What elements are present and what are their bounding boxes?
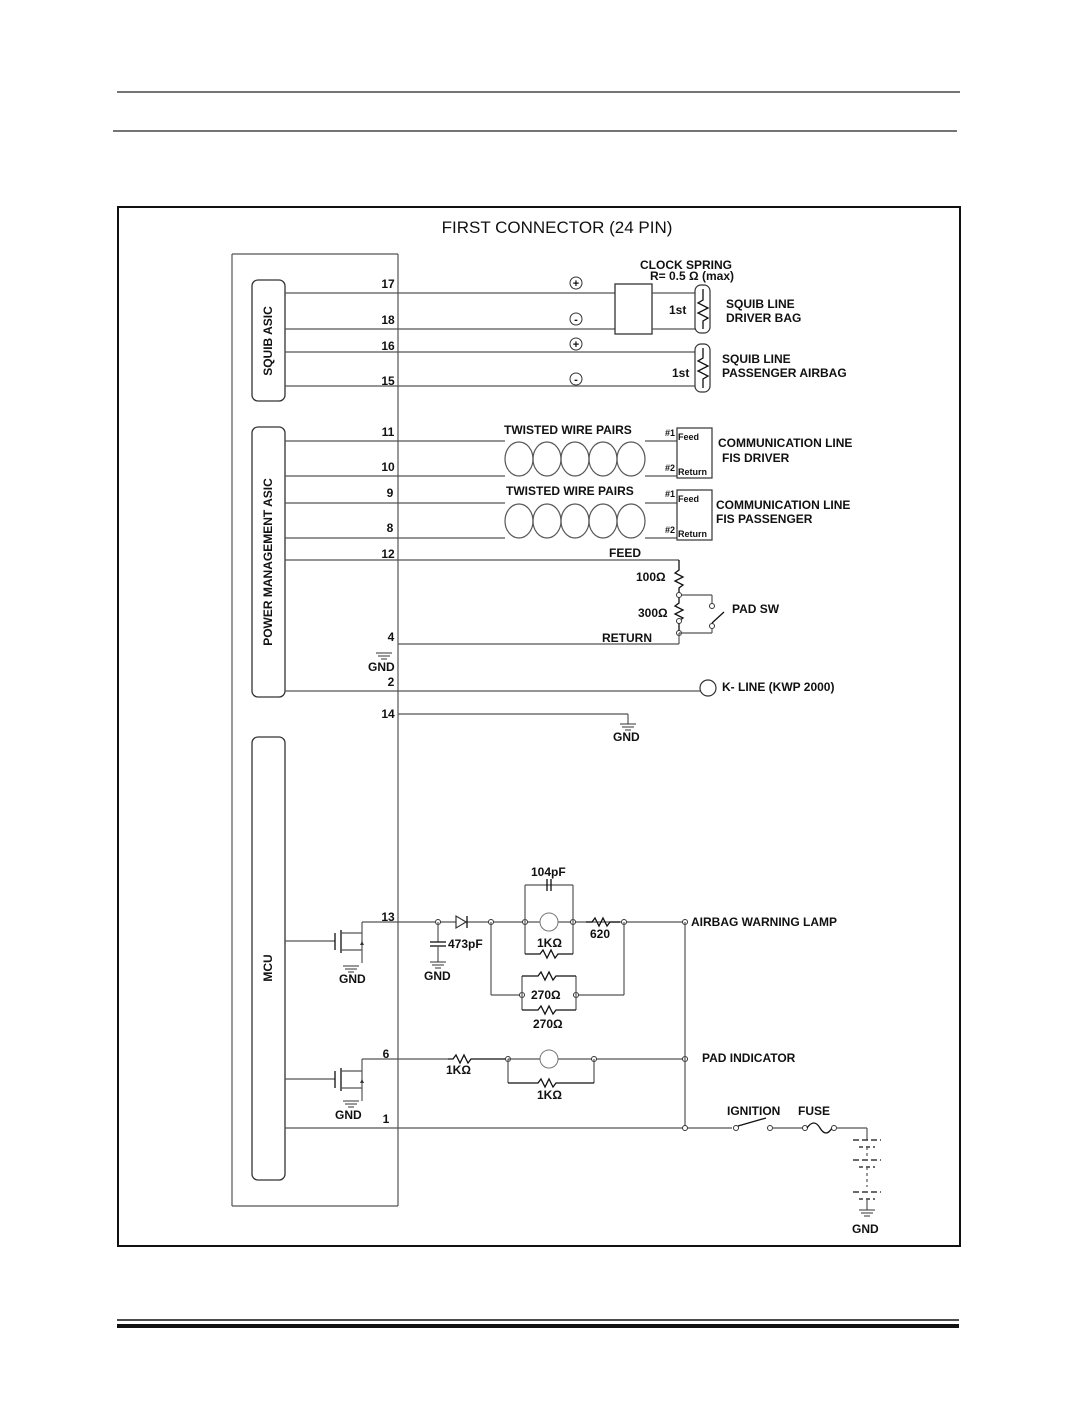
comm-wiring <box>285 428 712 540</box>
comm-driver-label-2: FIS DRIVER <box>722 451 790 465</box>
block-power-management-asic <box>252 427 285 697</box>
gnd-fet1-label: GND <box>339 972 366 986</box>
resistor-270-b <box>522 1006 576 1014</box>
return-driver: Return <box>678 467 707 477</box>
clock-spring-label: CLOCK SPRING <box>640 258 733 272</box>
block-power-management-asic-label: POWER MANAGEMENT ASIC <box>261 478 275 646</box>
pin-numbers <box>381 277 395 1126</box>
kline-label: K- LINE (KWP 2000) <box>722 680 835 694</box>
plus-17: + <box>572 278 580 290</box>
resistor-270-b-label: 270Ω <box>533 1017 563 1031</box>
twisted-pair-driver <box>505 442 645 476</box>
resistor-1k-b-label: 1KΩ <box>537 1088 562 1102</box>
gnd-c473-label: GND <box>424 969 451 983</box>
resistor-1k-b <box>508 1079 594 1087</box>
capacitor-104-label: 104pF <box>531 865 566 879</box>
squib-driver-label-1: SQUIB LINE <box>726 297 795 311</box>
resistor-100 <box>675 560 683 595</box>
resistor-100-label: 100Ω <box>636 570 666 584</box>
gnd-fet2-symbol <box>343 1101 359 1107</box>
pin-6: 6 <box>382 1047 390 1061</box>
airbag-lamp-label: AIRBAG WARNING LAMP <box>691 915 837 929</box>
led-airbag <box>540 913 558 931</box>
twisted-pair-passenger <box>505 504 645 538</box>
resistor-270-a-label: 270Ω <box>531 988 561 1002</box>
kline-terminal <box>700 680 716 696</box>
resistor-1k-a <box>525 950 573 958</box>
gnd-c473-symbol <box>430 962 446 968</box>
pad-sw-label: PAD SW <box>732 602 780 616</box>
pin-4: 4 <box>387 630 395 644</box>
gnd-pin14-label: GND <box>613 730 640 744</box>
hash2-driver: #2 <box>665 463 676 473</box>
squib-labels <box>640 258 847 380</box>
pin-18: 18 <box>381 313 395 327</box>
resistor-270-a <box>522 972 576 980</box>
pin-10: 10 <box>381 460 395 474</box>
battery-symbol <box>853 1128 881 1216</box>
pin-2: 2 <box>387 675 395 689</box>
diagram-title: FIRST CONNECTOR (24 PIN) <box>441 218 673 237</box>
comm-passenger-label-2: FIS PASSENGER <box>716 512 813 526</box>
hash2-passenger: #2 <box>665 525 676 535</box>
return-label: RETURN <box>602 631 652 645</box>
pin-15: 15 <box>381 374 395 388</box>
minus-18: - <box>574 314 578 326</box>
pad-sw-contact <box>712 612 724 623</box>
pin-9: 9 <box>386 486 394 500</box>
twisted-wire-label-2: TWISTED WIRE PAIRS <box>506 484 634 498</box>
pin-17: 17 <box>381 277 395 291</box>
clock-spring-box <box>615 284 652 334</box>
squib-wiring <box>285 284 710 392</box>
fuse-symbol <box>807 1123 832 1133</box>
pin-11: 11 <box>381 425 395 439</box>
resistor-300-label: 300Ω <box>638 606 668 620</box>
block-squib-asic-label: SQUIB ASIC <box>261 306 275 376</box>
pin-1: 1 <box>382 1112 390 1126</box>
pin-12: 12 <box>381 547 395 561</box>
hash1-driver: #1 <box>665 428 676 438</box>
comm-passenger-label-1: COMMUNICATION LINE <box>716 498 851 512</box>
gnd-fet2-label: GND <box>335 1108 362 1122</box>
pin-13: 13 <box>381 910 395 924</box>
pin-16: 16 <box>381 339 395 353</box>
clock-spring-resistance: R= 0.5 Ω (max) <box>650 269 735 283</box>
mcu-labels <box>335 865 879 1236</box>
block-mcu-label: MCU <box>261 954 275 982</box>
capacitor-473-label: 473pF <box>448 937 483 951</box>
diode <box>456 916 466 928</box>
block-squib-asic <box>252 280 285 401</box>
resistor-1k-c <box>448 1055 508 1063</box>
comm-driver-label-1: COMMUNICATION LINE <box>718 436 853 450</box>
pad-switch-wiring <box>285 560 724 730</box>
ignition-switch <box>738 1118 766 1126</box>
resistor-620-label: 620 <box>590 927 611 941</box>
mcu-wiring <box>285 879 881 1216</box>
squib-passenger-label-2: PASSENGER AIRBAG <box>722 366 847 380</box>
hash1-passenger: #1 <box>665 489 676 499</box>
block-mcu <box>252 737 285 1180</box>
first-stage-passenger: 1st <box>672 366 690 380</box>
twisted-wire-label-1: TWISTED WIRE PAIRS <box>504 423 632 437</box>
led-pad <box>540 1050 558 1068</box>
return-passenger: Return <box>678 529 707 539</box>
feed-driver: Feed <box>678 432 700 442</box>
feed-passenger: Feed <box>678 494 700 504</box>
pin-14: 14 <box>381 707 395 721</box>
pad-indicator-label: PAD INDICATOR <box>702 1051 796 1065</box>
pin-8: 8 <box>386 521 394 535</box>
feed-label: FEED <box>609 546 642 560</box>
ignition-label: IGNITION <box>727 1104 781 1118</box>
resistor-1k-c-label: 1KΩ <box>446 1063 471 1077</box>
gnd-battery-label: GND <box>852 1222 879 1236</box>
gnd-4-symbol <box>376 653 392 659</box>
minus-15: - <box>574 374 578 386</box>
first-stage-driver: 1st <box>669 303 687 317</box>
resistor-300 <box>675 595 683 633</box>
gnd-pin4-label: GND <box>368 660 395 674</box>
fuse-label: FUSE <box>798 1104 831 1118</box>
plus-16: + <box>572 339 580 351</box>
squib-passenger-label-1: SQUIB LINE <box>722 352 791 366</box>
squib-driver-label-2: DRIVER BAG <box>726 311 802 325</box>
resistor-1k-a-label: 1KΩ <box>537 936 562 950</box>
